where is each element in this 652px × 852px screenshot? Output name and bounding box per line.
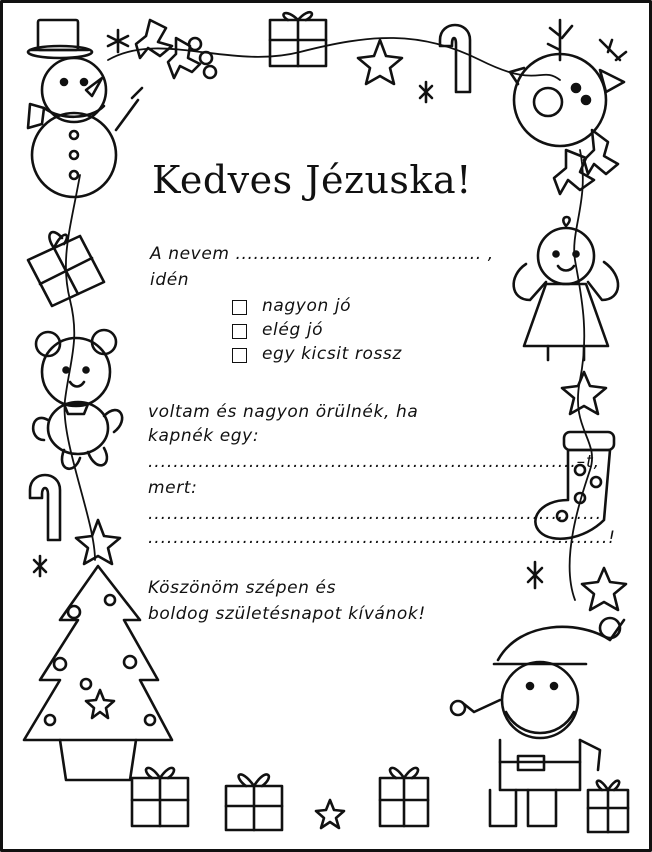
holly-icon: [136, 20, 216, 78]
option-label-good: elég jó: [262, 320, 324, 340]
option-checkbox-very-good[interactable]: [232, 300, 247, 315]
wish-line-1: voltam és nagyon örülnék, ha: [148, 402, 419, 422]
santa-icon: [451, 618, 624, 826]
because-label: mert:: [148, 478, 198, 498]
because-blank-2[interactable]: .........................................................................!: [148, 528, 616, 548]
star-icon: [562, 372, 606, 414]
letter-title: Kedves Jézuska!: [152, 158, 472, 202]
wish-blank[interactable]: ....................................................................–t,: [148, 452, 600, 472]
closing-line-2: boldog születésnapot kívánok!: [148, 604, 426, 624]
option-label-very-good: nagyon jó: [262, 296, 352, 316]
gift-icon: [588, 781, 628, 832]
gift-icon: [132, 768, 188, 826]
candy-cane-icon: [440, 25, 470, 92]
year-line: idén: [150, 270, 190, 290]
star-icon: [316, 800, 344, 828]
snowflake-icon: [34, 556, 46, 576]
snowflake-icon: [420, 82, 432, 102]
snowflake-icon: [528, 562, 542, 588]
holly-icon: [554, 130, 618, 194]
star-icon: [358, 40, 402, 84]
gift-icon: [226, 774, 282, 830]
snowman-icon: [28, 20, 142, 197]
snowflake-icon: [108, 30, 128, 52]
gift-icon: [380, 768, 428, 826]
gift-icon: [270, 12, 326, 66]
gift-icon: [28, 232, 104, 306]
candy-cane-icon: [30, 475, 60, 540]
option-checkbox-good[interactable]: [232, 324, 247, 339]
option-checkbox-a-bit-bad[interactable]: [232, 348, 247, 363]
name-line: A nevem ......................................... ,: [150, 244, 494, 264]
angel-icon: [514, 217, 618, 360]
reindeer-icon: [510, 20, 626, 146]
closing-line-1: Köszönöm szépen és: [148, 578, 337, 598]
teddy-bear-icon: [33, 330, 122, 469]
wish-line-2: kapnék egy:: [148, 426, 260, 446]
because-blank-1[interactable]: .........................................................................: [148, 504, 609, 524]
option-label-a-bit-bad: egy kicsit rossz: [262, 344, 402, 364]
star-icon: [582, 568, 626, 610]
